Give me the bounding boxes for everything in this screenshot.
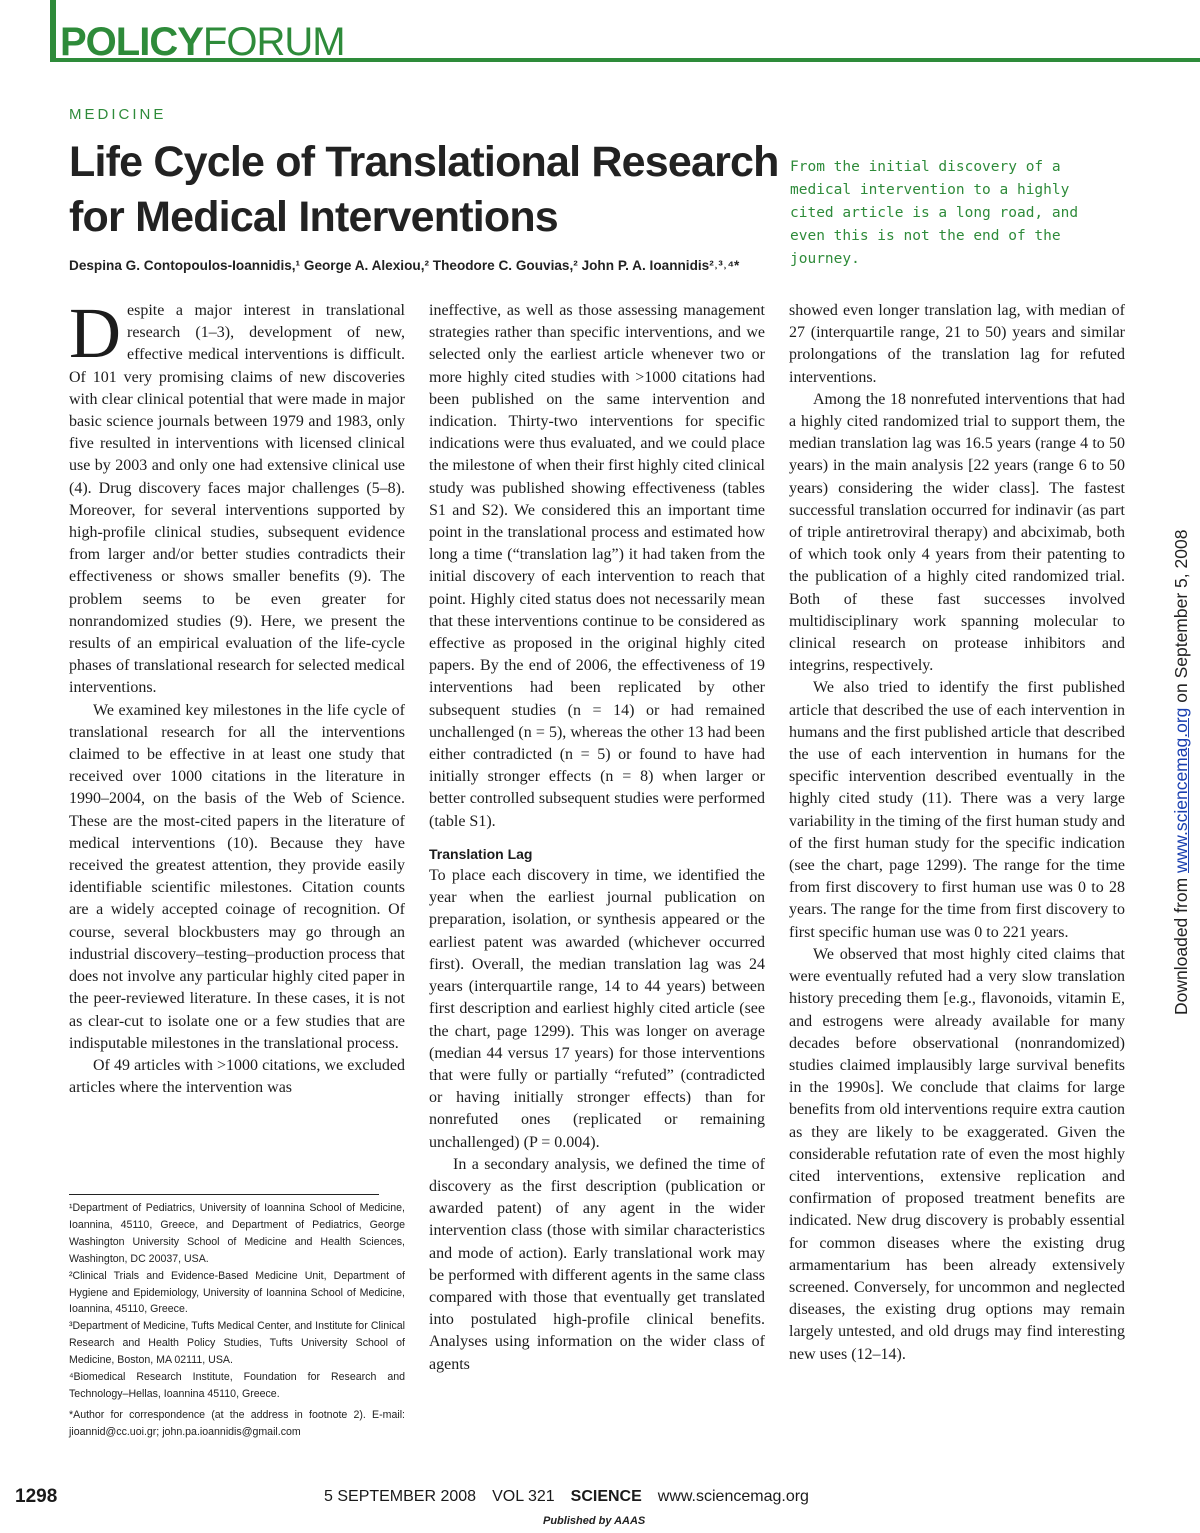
title-line-1: Life Cycle of Translational Research [69,138,779,186]
article-deck: From the initial discovery of a medical intervention to a highly cited article is a long road, and even this is not the end of the journey. [790,159,1079,267]
section-name-bold: POLICY [60,20,203,64]
paragraph: showed even longer translation lag, with median of 27 (interquartile range, 21 to 50) years and similar prolongations of the translation lag for refuted interventions. [789,302,1125,386]
issue-date: 5 SEPTEMBER 2008 [324,1488,477,1505]
article-title [69,135,779,245]
publisher-note: Published by AAAS [543,1515,646,1527]
author-list: Despina G. Contopoulos-Ioannidis,¹ George A. Alexiou,² Theodore C. Gouvias,² John P. A. Ioannidis²˒³˒⁴* [69,258,740,273]
category-label: MEDICINE [69,106,167,123]
footnote-divider [69,1194,379,1195]
paragraph: In a secondary analysis, we defined the time of discovery as the first description (publication or awarded patent) of any agent in the wider intervention class (those with similar characteristics and mode of action). Early translational work may be performed with different agents in the same class compared with those that eventually get translated into postulated high-profile clinical benefits. Analyses using information on the wider class of agents [429,1155,765,1373]
section-name-light: FORUM [202,20,345,64]
text-column-3 [789,300,1125,1366]
watermark-suffix: on September 5, 2008 [1171,529,1191,708]
paragraph: We examined key milestones in the life cycle of translational research for all the interventions claimed to be effective in at least one study that received over 1000 citations in the literature in 1990–2004, on the basis of the Web of Science. These are the most-cited papers in the literature of medical interventions (10). Because they have received the greatest attention, they provide easily identifiable scientific milestones. Citation counts are a widely accepted coinage of recognition. Of course, several blockbusters may go through an industrial discovery–testing–production process that does not involve any particular highly cited paper in the peer-reviewed literature. In these cases, it is not as clear-cut to isolate one or a few studies that are indisputable milestones in the translational process. [69,701,405,1052]
watermark-prefix: Downloaded from [1171,872,1191,1015]
paragraph: To place each discovery in time, we identified the year when the earliest journal publication on preparation, isolation, or synthesis appeared or the earliest patent was awarded (whichever occurred first). Overall, the median translation lag was 24 years (interquartile range, 14 to 44 years) between first description and earliest highly cited article (see the chart, page 1299). This was longer on average (median 44 versus 17 years) for those interventions that were fully or partially “refuted” (contradicted or having initially stronger effects) than for nonrefuted ones (replicated or remaining unchallenged) (P = 0.004). [429,867,765,1151]
paragraph: ineffective, as well as those assessing management strategies rather than specific interventions, and we selected only the earliest article whenever two or more highly cited studies with >1000 citations had been published on the same intervention and indication. Thirty-two interventions for specific indications were thus evaluated, and we could place the milestone of when their first highly cited clinical study was published showing effectiveness (tables S1 and S2). We considered this an important time point in the translational process and estimated how long a time (“translation lag”) it had taken from the initial discovery of each intervention to reach that point. Highly cited status does not necessarily mean that these interventions continue to be considered as effective as proposed in the original highly cited papers. By the end of 2006, the effectiveness of 19 interventions had been replicated by other subsequent studies (n = 14) or had remained unchallenged (n = 5), whereas the other 13 had been either contradicted (n = 5) or found to have had initially stronger effects (n = 8) when larger or better controlled subsequent studies were performed (table S1). [429,302,765,830]
footnote: ²Clinical Trials and Evidence-Based Medicine Unit, Department of Hygiene and Epidemiology, University of Ioannina School of Medicine, Ioannina, 45110, Greece. [69,1269,405,1316]
section-banner [60,22,345,62]
title-line-2: for Medical Interventions [69,193,558,241]
footnote: ¹Department of Pediatrics, University of Ioannina School of Medicine, Ioannina, 45110, Greece, and Department of Pediatrics, George Washington University School of Medicine and Health Sciences, Washington, DC 20037, USA. [69,1202,405,1265]
footnote: ⁴Biomedical Research Institute, Foundation for Research and Technology–Hellas, Ioannina 45110, Greece. [69,1371,405,1400]
download-watermark [1171,530,1192,1015]
paragraph [69,293,405,700]
paragraph: We observed that most highly cited claims that were eventually refuted had a very slow translation history preceding them [e.g., flavonoids, vitamin E, and estrogens were already available for many decades before observational (nonrandomized) studies claimed implausibly large survival benefits in the 1990s]. We conclude that claims for large benefits from old interventions require extra caution as they are likely to be exaggerated. Given the considerable refutation rate of even the most highly cited interventions, extensive replication and confirmation of proposed treatment benefits are indicated. New drug discovery is probably essential for common diseases where the existing drug armamentarium has been already extensively screened. Conversely, for uncommon and neglected diseases, the existing drug options may remain largely untested, and old drugs may find interesting new uses (12–14). [789,945,1125,1363]
journal-name: SCIENCE [570,1488,642,1505]
page-footer [324,1488,809,1506]
section-heading: Translation Lag [429,845,533,862]
paragraph: We also tried to identify the first published article that described the use of each intervention in humans and the first published article that described the use of each intervention in humans for the specific intervention described eventually in the highly cited study (11). There was a very large variability in the timing of the first human study and of the first human study for the specific indication (see the chart, page 1299). The range for the time from first discovery to first human use was 0 to 28 years. The range for the time from first discovery to first specific human use was 0 to 221 years. [789,679,1125,941]
page-number: 1298 [15,1486,58,1507]
correspondence-note: *Author for correspondence (at the address in footnote 2). E-mail: jioannid@cc.uoi.gr; john.pa.ioannidis@gmail.com [69,1408,405,1438]
footnote: ³Department of Medicine, Tufts Medical Center, and Institute for Clinical Research and Health Policy Studies, Tufts University School of Medicine, Boston, MA 02111, USA. [69,1320,405,1367]
volume: VOL 321 [492,1488,555,1505]
paragraph-text: espite a major interest in translational research (1–3), development of new, effective medical interventions is difficult. Of 101 very promising claims of new discoveries with clear clinical potential that were made in major basic science journals between 1979 and 1983, only five resulted in interventions with licensed clinical use by 2003 and only one had extensive clinical use (4). Drug discovery faces major challenges (5–8). Moreover, for several interventions supported by high-profile clinical studies, subsequent evidence from larger and/or better studies contradicts their effectiveness or shows smaller benefits (9). The problem seems to be even greater for nonrandomized studies (9). Here, we present the results of an empirical evaluation of the life-cycle phases of translational research for selected medical interventions. [69,302,405,697]
footer-url[interactable]: www.sciencemag.org [657,1488,809,1505]
paragraph: Of 49 articles with >1000 citations, we excluded articles where the intervention was [69,1056,405,1097]
text-column-1 [69,293,405,1099]
affiliations-footnotes [69,1200,405,1441]
paragraph: Among the 18 nonrefuted interventions that had a highly cited randomized trial to support them, the median translation lag was 16.5 years (range 4 to 50 years) in the main analysis [22 years (range 6 to 50 years) considering the wider class]. The fastest successful translation occurred for indinavir (as part of triple antiretroviral therapy) and abciximab, both of which took only 4 years from their patenting to the publication of a highly cited randomized trial. Both of these fast successes involved multidisciplinary work spanning molecular to clinical research on protease inhibitors and integrins, respectively. [789,390,1125,675]
drop-cap: D [69,293,121,373]
watermark-link[interactable]: www.sciencemag.org [1171,707,1191,873]
text-column-2 [429,300,765,1376]
